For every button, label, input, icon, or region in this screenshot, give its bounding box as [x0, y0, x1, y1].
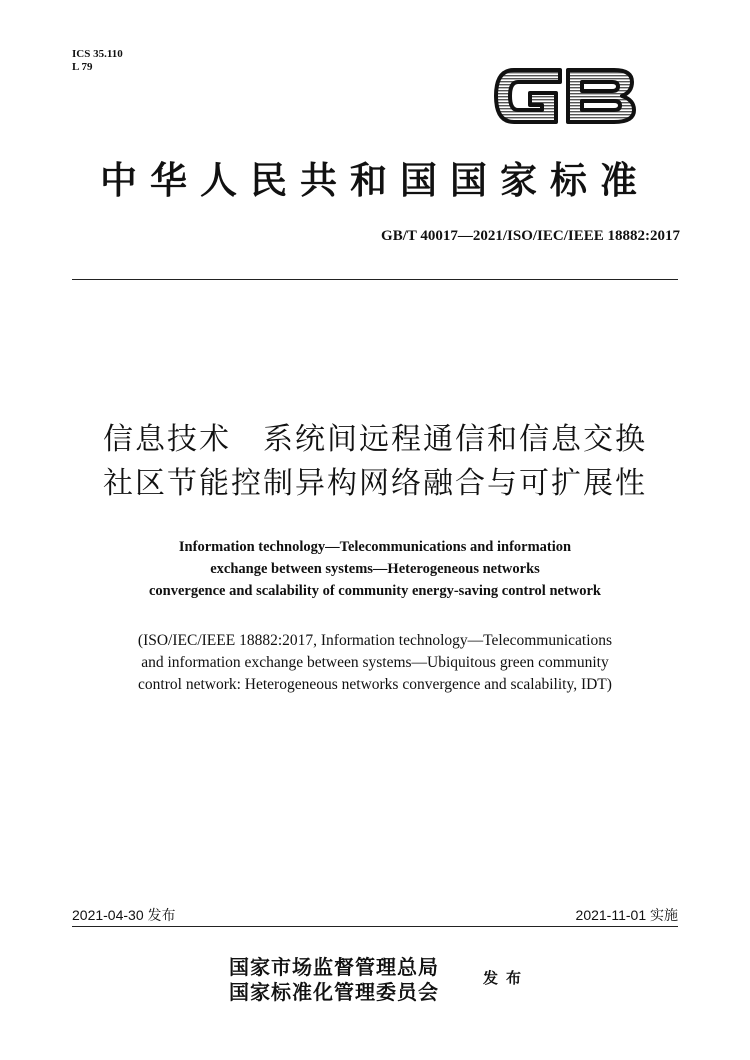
- reference-line: (ISO/IEC/IEEE 18882:2017, Information technology—Telecommunications: [137, 632, 613, 649]
- ccs-code: L 79: [72, 61, 93, 73]
- issuing-authorities: [229, 955, 439, 1005]
- logo-letter-g: [496, 70, 560, 122]
- gb-logo: [490, 60, 640, 132]
- issuer-name: 国家市场监督管理总局: [229, 955, 439, 979]
- implementation-date: 2021-11-01 实施: [575, 907, 678, 923]
- reference-line: and information exchange between systems—Ubiquitous green community: [141, 654, 609, 671]
- english-title-line: convergence and scalability of community energy-saving control network: [148, 583, 601, 599]
- chinese-title-line-2: 社区节能控制异构网络融合与可扩展性: [103, 466, 647, 501]
- publish-label: 发布: [483, 969, 530, 987]
- chinese-title-line-1: 信息技术 系统间远程通信和信息交换: [103, 422, 647, 457]
- bottom-divider: [72, 926, 678, 927]
- adoption-reference: [0, 630, 750, 696]
- issuer-name: 国家标准化管理委员会: [229, 980, 439, 1004]
- standard-type-title: 中华人民共和国国家标准: [100, 158, 650, 202]
- english-title-line: exchange between systems—Heterogeneous networks: [210, 561, 540, 577]
- classification-codes: [72, 48, 123, 74]
- english-title-line: Information technology—Telecommunications and information: [178, 539, 572, 555]
- top-divider: [72, 279, 678, 280]
- issue-date: 2021-04-30 发布: [72, 907, 176, 923]
- logo-letter-b: [568, 70, 634, 122]
- reference-line: control network: Heterogeneous networks convergence and scalability, IDT): [138, 676, 612, 693]
- standard-number: GB/T 40017—2021/ISO/IEC/IEEE 18882:2017: [381, 228, 680, 244]
- english-title: [0, 536, 750, 602]
- ics-code: ICS 35.110: [72, 48, 123, 60]
